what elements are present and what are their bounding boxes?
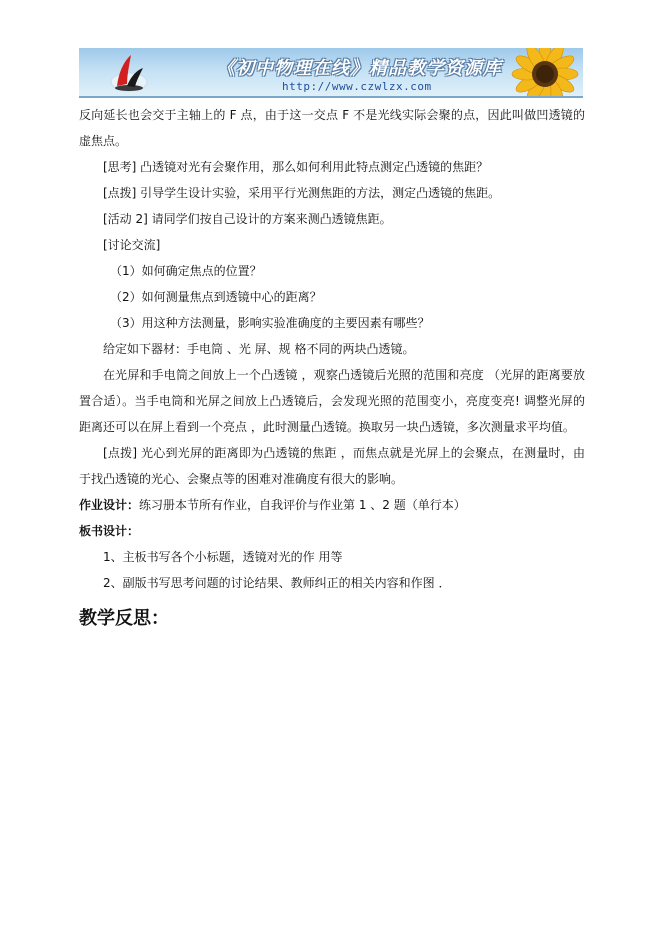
paragraph-virtual-focus: 反向延长也会交于主轴上的 F 点，由于这一交点 F 不是光线实际会聚的点，因此叫做凹透镜的虚焦点。 [79, 108, 585, 148]
site-logo-icon [109, 52, 149, 94]
paragraph-hint-2: [点拨] 光心到光屏的距离即为凸透镜的焦距 ，而焦点就是光屏上的会聚点，在测量时，由于找凸透镜的光心、会聚点等的困难对准确度有很大的影响。 [79, 446, 585, 486]
banner-title: 《初中物理在线》精品教学资源库 [217, 58, 502, 79]
board-item-1: 1、主板书写各个小标题，透镜对光的作 用等 [103, 550, 343, 564]
banner-divider [79, 96, 583, 98]
homework-label: 作业设计： [79, 498, 140, 512]
question-2: （2）如何测量焦点到透镜中心的距离？ [110, 290, 322, 304]
board-label: 板书设计： [79, 524, 140, 538]
board-item-2: 2、副版书写思考问题的讨论结果、教师纠正的相关内容和作图 ． [103, 576, 451, 590]
banner-url: http://www.czwlzx.com [282, 80, 432, 93]
paragraph-think: [思考] 凸透镜对光有会聚作用，那么如何利用此特点测定凸透镜的焦距？ [103, 160, 489, 174]
homework-line [79, 492, 585, 518]
header-banner [79, 48, 583, 98]
paragraph-activity-2: [活动 2] 请同学们按自己设计的方案来测凸透镜焦距。 [103, 212, 392, 226]
paragraph-equipment: 给定如下器材：手电筒 、光 屏、规 格不同的两块凸透镜。 [103, 342, 415, 356]
paragraph-discussion: [讨论交流] [103, 238, 161, 252]
paragraph-hint-1: [点拨] 引导学生设计实验，采用平行光测焦距的方法，测定凸透镜的焦距。 [103, 186, 501, 200]
sunflower-icon [505, 48, 583, 98]
question-1: （1）如何确定焦点的位置？ [110, 264, 262, 278]
reflection-heading: 教学反思： [79, 608, 169, 629]
document-body [79, 102, 585, 632]
paragraph-procedure: 在光屏和手电筒之间放上一个凸透镜 ，观察凸透镜后光照的范围和亮度 （光屏的距离要放置合适）。当手电筒和光屏之间放上凸透镜后，会发现光照的范围变小，亮度变亮! 调整光屏的距离还可以在屏上看到一个亮点 ，此时测量凸透镜。换取另一块凸透镜，多次测量求平均值。 [79, 368, 585, 434]
question-3: （3）用这种方法测量，影响实验准确度的主要因素有哪些？ [110, 316, 430, 330]
homework-text: 练习册本节所有作业，自我评价与作业第 1 、2 题（单行本） [139, 498, 466, 512]
